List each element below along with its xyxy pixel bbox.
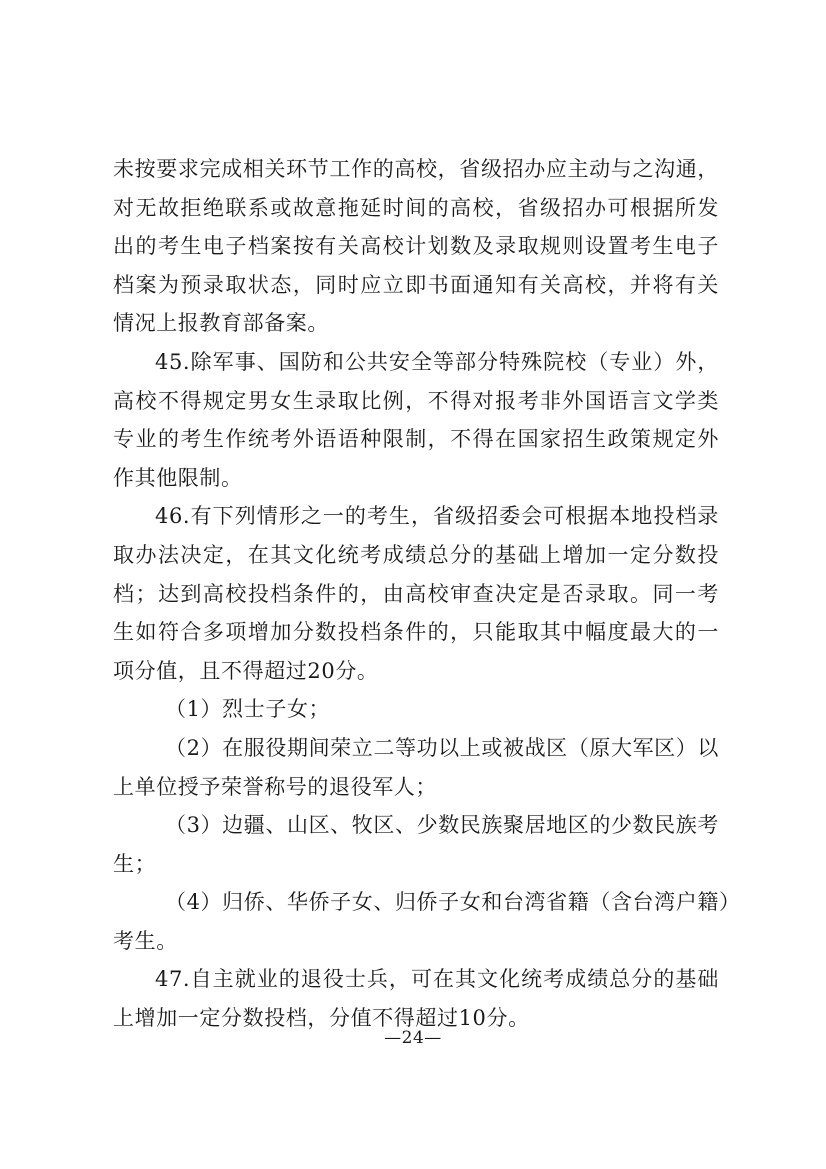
text-line: 作其他限制。 <box>113 465 243 490</box>
text-line: 生； <box>113 851 157 876</box>
text-line: 上增加一定分数投档，分值不得超过10分。 <box>113 1006 530 1031</box>
text-line: （1）烈士子女； <box>165 697 331 722</box>
paragraph-item-1 <box>113 690 719 729</box>
paragraph-item-4 <box>113 883 741 960</box>
paragraph-item-3 <box>113 806 719 883</box>
text-line: 情况上报教育部备案。 <box>113 311 329 336</box>
text-line: （3）边疆、山区、牧区、少数民族聚居地区的少数民族考 <box>165 813 719 838</box>
text-line: 取办法决定，在其文化统考成绩总分的基础上增加一定分数投 <box>113 542 719 567</box>
text-line: 生如符合多项增加分数投档条件的，只能取其中幅度最大的一 <box>113 620 719 645</box>
text-line: 专业的考生作统考外语语种限制，不得在国家招生政策规定外 <box>113 427 719 452</box>
text-line: 对无故拒绝联系或故意拖延时间的高校，省级招办可根据所发 <box>113 195 719 220</box>
paragraph-article-46 <box>113 497 719 690</box>
text-line: （4）归侨、华侨子女、归侨子女和台湾省籍（含台湾户籍） <box>165 890 741 915</box>
paragraph-continued <box>113 150 719 343</box>
text-line: 上单位授予荣誉称号的退役军人； <box>113 774 437 799</box>
text-line: 项分值，且不得超过20分。 <box>113 658 379 683</box>
text-line: 47.自主就业的退役士兵，可在其文化统考成绩总分的基础 <box>155 967 719 992</box>
paragraph-article-45 <box>113 343 719 497</box>
text-line: （2）在服役期间荣立二等功以上或被战区（原大军区）以 <box>165 735 719 760</box>
page-number: —24— <box>384 1028 442 1048</box>
text-line: 46.有下列情形之一的考生，省级招委会可根据本地投档录 <box>155 504 719 529</box>
text-line: 45.除军事、国防和公共安全等部分特殊院校（专业）外， <box>155 349 719 374</box>
document-body <box>113 150 741 1038</box>
text-line: 出的考生电子档案按有关高校计划数及录取规则设置考生电子 <box>113 234 719 259</box>
text-line: 高校不得规定男女生录取比例，不得对报考非外国语言文学类 <box>113 388 719 413</box>
paragraph-item-2 <box>113 729 719 806</box>
text-line: 考生。 <box>113 928 178 953</box>
paragraph-article-47 <box>113 960 719 1037</box>
text-line: 档；达到高校投档条件的，由高校审查决定是否录取。同一考 <box>113 581 719 606</box>
text-line: 档案为预录取状态，同时应立即书面通知有关高校，并将有关 <box>113 272 719 297</box>
text-line: 未按要求完成相关环节工作的高校，省级招办应主动与之沟通， <box>113 157 719 181</box>
